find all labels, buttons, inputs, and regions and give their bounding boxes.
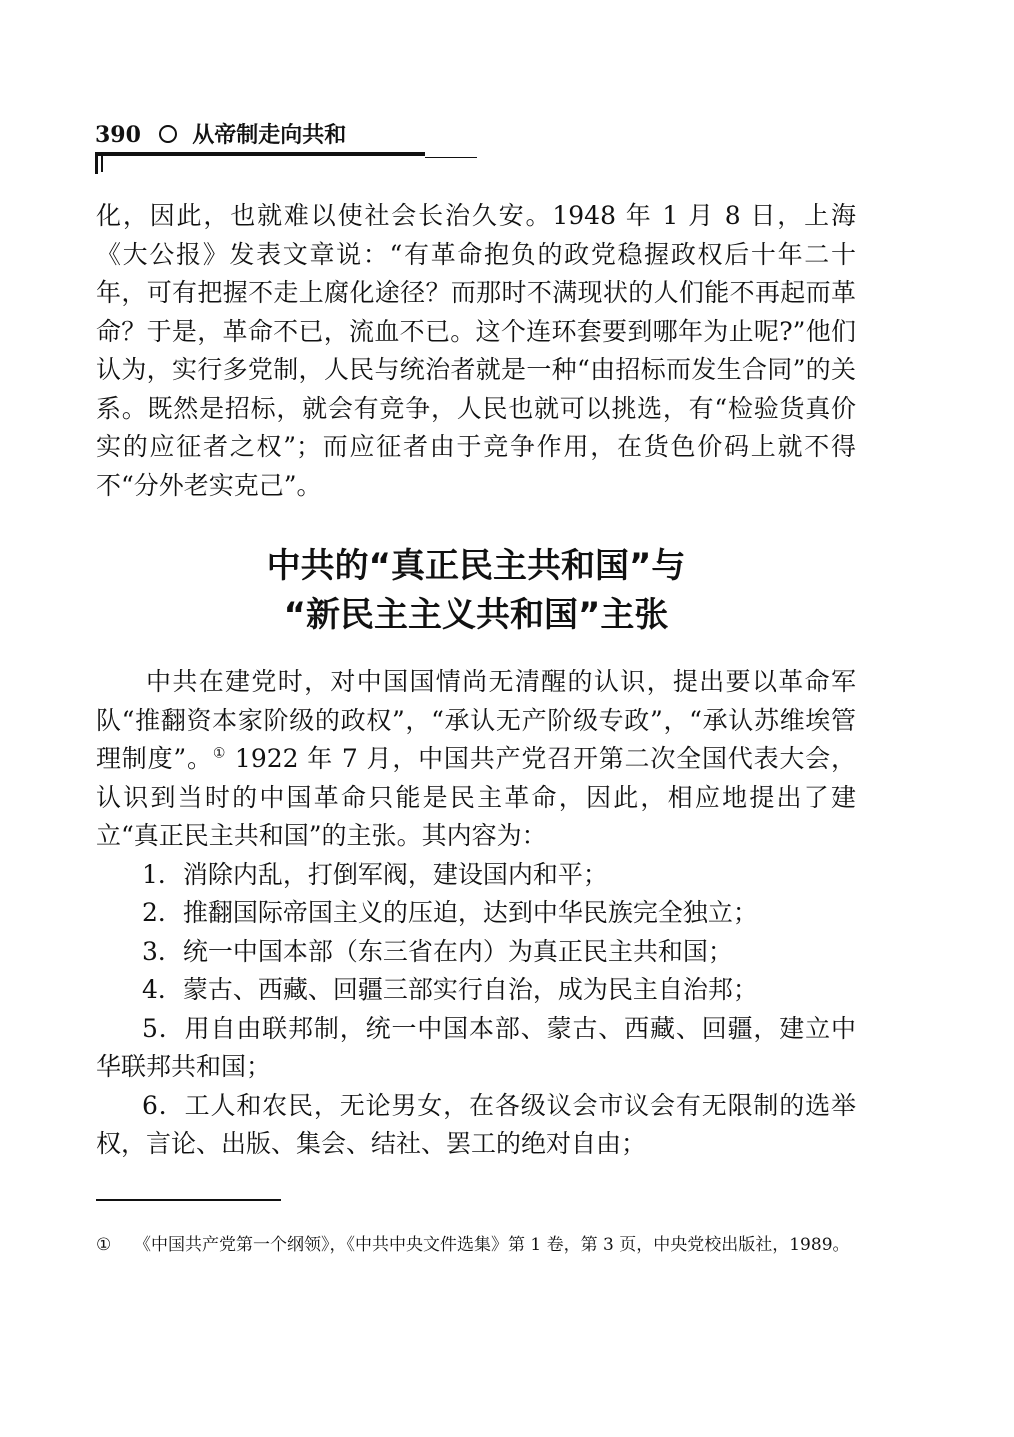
header-rule-tick (95, 152, 98, 174)
section-title-line-2: “新民主主义共和国”主张 (283, 595, 669, 635)
list-item: 4．蒙古、西藏、回疆三部实行自治，成为民主自治邦； (142, 975, 758, 1004)
list-item: 2．推翻国际帝国主义的压迫，达到中华民族完全独立； (142, 898, 758, 927)
body-section (96, 663, 856, 1164)
footnote (96, 1229, 854, 1262)
header-rule-tick-inner (101, 156, 103, 172)
body-paragraph-1 (96, 197, 856, 505)
header-rule (95, 152, 425, 156)
footnote-rule (96, 1199, 281, 1201)
header-rule-thin (425, 157, 477, 158)
footnote-mark: ① (96, 1235, 112, 1255)
section-title-line-1: 中共的“真正民主共和国”与 (266, 546, 686, 586)
list-item: 1．消除内乱，打倒军阀，建设国内和平； (142, 859, 608, 889)
paragraph-text-before-note: 中共在建党时，对中国国情尚无清醒的认识，提出要以革命军队“推翻资本家阶级的政权”，“承认无产阶级专政”，“承认苏维埃管理制度”。 (96, 667, 856, 773)
book-title: 从帝制走向共和 (192, 122, 347, 148)
list-item: 6．工人和农民，无论男女，在各级议会市议会有无限制的选举权，言论、出版、集会、结社、罢工的绝对自由； (96, 1090, 856, 1158)
paragraph-text: 化，因此，也就难以使社会长治久安。1948 年 1 月 8 日，上海《大公报》发表文章说：“有革命抱负的政党稳握政权后十年二十年，可有把握不走上腐化途径？而那时不满现状的人们能不再起而革命？于是，革命不已，流血不已。这个连环套要到哪年为止呢?”他们认为，实行多党制，人民与统治者就是一种“由招标而发生合同”的关系。既然是招标，就会有竞争，人民也就可以挑选，有“检验货真价实的应征者之权”；而应征者由于竞争作用，在货色价码上就不得不“分外老实克己”。 (96, 201, 856, 500)
footnote-reference[interactable]: ① (212, 745, 227, 762)
circle-ornament-icon (159, 125, 177, 143)
running-header (95, 118, 346, 149)
list-item: 3．统一中国本部（东三省在内）为真正民主共和国； (142, 936, 733, 966)
page-number: 390 (95, 122, 141, 148)
list-item: 5．用自由联邦制，统一中国本部、蒙古、西藏、回疆，建立中华联邦共和国； (96, 1013, 856, 1081)
paragraph-text-after-note: 1922 年 7 月，中国共产党召开第二次全国代表大会，认识到当时的中国革命只能是民主革命，因此，相应地提出了建立“真正民主共和国”的主张。其内容为： (96, 744, 856, 850)
footnote-text: 《中国共产党第一个纲领》，《中共中央文件选集》第 1 卷，第 3 页，中央党校出版社，1989。 (134, 1235, 850, 1255)
body-paragraph-2 (96, 663, 856, 856)
